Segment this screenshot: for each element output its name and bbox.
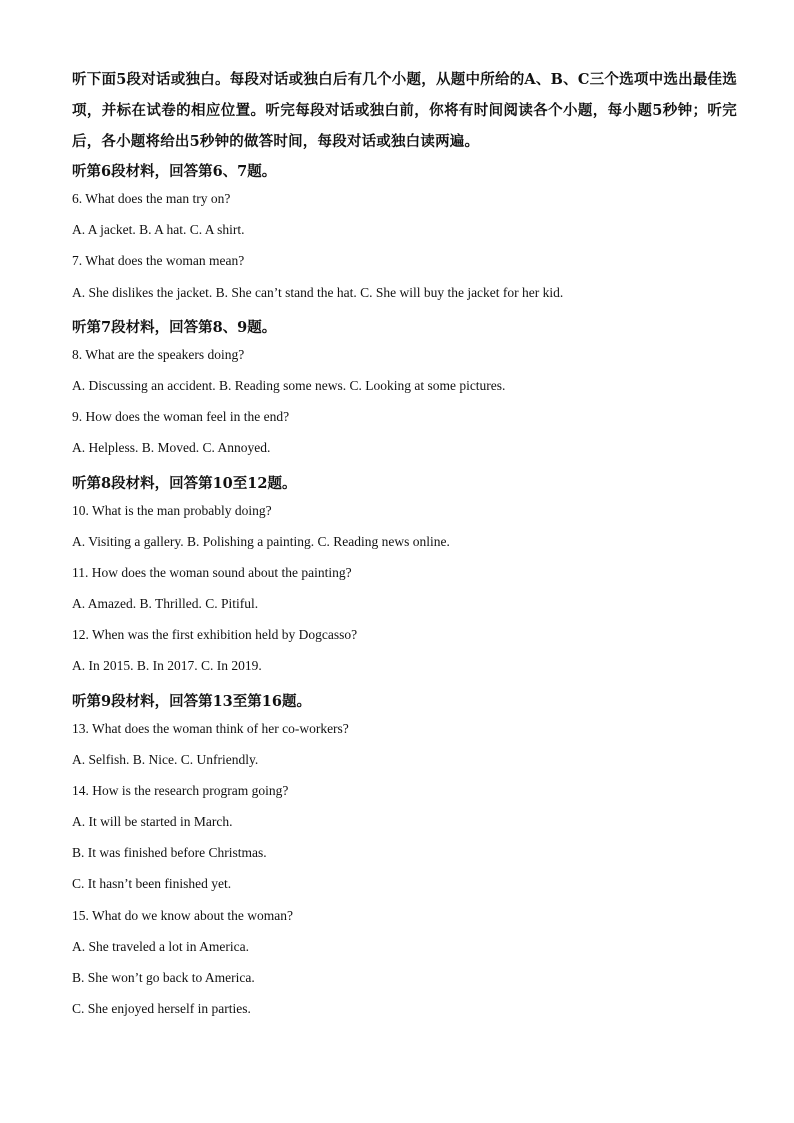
section-header: 听第7段材料，回答第8、9题。 [72,318,277,336]
section-header: 听第9段材料，回答第13至第16题。 [72,692,311,710]
answer-options: A. Amazed. B. Thrilled. C. Pitiful. [72,596,259,612]
answer-options: A. Selfish. B. Nice. C. Unfriendly. [72,751,259,767]
answer-options: A. Helpless. B. Moved. C. Annoyed. [72,440,271,456]
question-stem: 8. What are the speakers doing? [72,346,245,362]
question-stem: 13. What does the woman think of her co-workers? [72,720,349,736]
answer-options: C. She enjoyed herself in parties. [72,1001,251,1017]
question-stem: 10. What is the man probably doing? [72,502,272,518]
answer-options: C. It hasn’t been finished yet. [72,876,232,892]
question-stem: 15. What do we know about the woman? [72,907,293,923]
section-header: 听第8段材料，回答第10至12题。 [72,474,297,492]
instructions-paragraph: 听下面5段对话或独白。每段对话或独白后有几个小题，从题中所给的A、B、C三个选项中选出最佳选项，并标在试卷的相应位置。听完每段对话或独白前，你将有时间阅读各个小题，每小题5秒钟；听完后，各小题将给出5秒钟的做答时间，每段对话或独白读两遍。 [72,71,737,150]
answer-options: B. It was finished before Christmas. [72,845,267,861]
question-stem: 9. How does the woman feel in the end? [72,409,290,425]
answer-options: A. She traveled a lot in America. [72,938,249,954]
answer-options: A. Visiting a gallery. B. Polishing a painting. C. Reading news online. [72,533,450,549]
section-header: 听第6段材料，回答第6、7题。 [72,163,277,180]
answer-options: B. She won’t go back to America. [72,969,255,985]
question-stem: 6. What does the man try on? [72,191,231,207]
answer-options: A. It will be started in March. [72,814,233,830]
answer-options: A. In 2015. B. In 2017. C. In 2019. [72,658,262,674]
question-stem: 11. How does the woman sound about the painting? [72,564,352,580]
question-stem: 7. What does the woman mean? [72,253,245,269]
question-stem: 12. When was the first exhibition held by Dogcasso? [72,627,358,643]
answer-options: A. Discussing an accident. B. Reading some news. C. Looking at some pictures. [72,378,506,394]
question-stem: 14. How is the research program going? [72,783,289,798]
answer-options: A. She dislikes the jacket. B. She can’t stand the hat. C. She will buy the jacket for her kid. [72,284,564,300]
answer-options: A. A jacket. B. A hat. C. A shirt. [72,222,245,238]
